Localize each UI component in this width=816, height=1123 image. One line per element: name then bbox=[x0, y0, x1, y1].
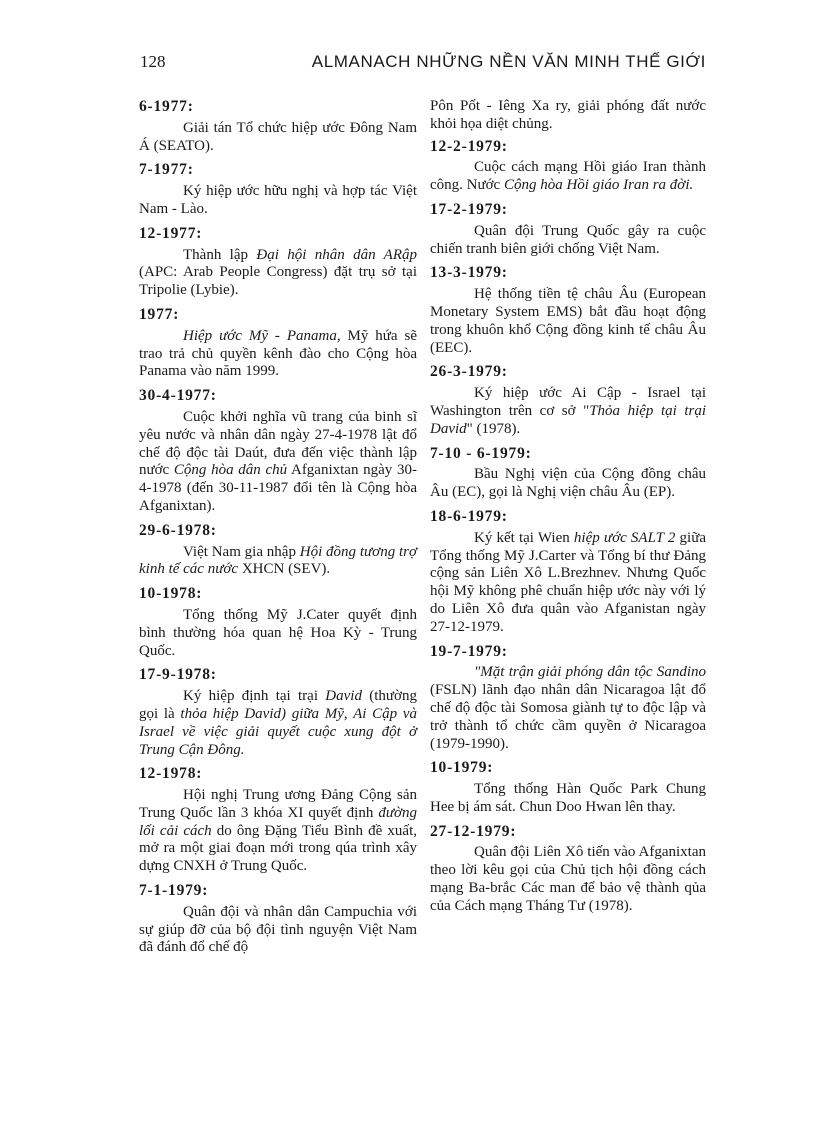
italic-run: đường lối cải cách bbox=[139, 804, 417, 839]
italic-run: Hiệp ước Mỹ - Panama, bbox=[183, 327, 341, 344]
text-run: Cuộc khởi nghĩa vũ trang của binh sĩ yêu nước và nhân dân ngày 27-4-1978 lật đổ chế độ độc tài Daút, đưa đến việc thành lập nước bbox=[139, 408, 417, 479]
timeline-entry bbox=[139, 585, 417, 660]
italic-run: Cộng hòa Hồi giáo Iran ra đời. bbox=[503, 177, 694, 194]
text-run: Ký hiệp định tại trại bbox=[183, 688, 326, 705]
entry-text bbox=[139, 688, 417, 759]
entry-text: Quân đội Liên Xô tiến vào Afganixtan theo lời kêu gọi của Chủ tịch hội đồng cách mạng Ba-brắc Các man để bảo vệ thành qủa của Cách mạng Tháng Tư (1978). bbox=[430, 844, 706, 914]
entry-text bbox=[139, 247, 417, 300]
entry-date: 13-3-1979: bbox=[430, 264, 508, 282]
timeline-entry bbox=[139, 161, 417, 218]
timeline-entry bbox=[139, 522, 417, 579]
timeline-entry bbox=[430, 138, 706, 195]
entry-text bbox=[430, 385, 706, 438]
entry-date: 10-1979: bbox=[430, 759, 494, 777]
text-run: Mỹ hứa sẽ trao trả chủ quyền kênh đào cho Cộng hòa Panama vào năm 1999. bbox=[139, 327, 417, 380]
right-column bbox=[430, 98, 706, 922]
entry-date: 12-1978: bbox=[139, 765, 203, 783]
entry-date: 26-3-1979: bbox=[430, 363, 508, 381]
text-run: (thường gọi là bbox=[139, 688, 417, 722]
entry-date: 1977: bbox=[139, 305, 180, 323]
entry-date: 17-9-1978: bbox=[139, 666, 217, 684]
entry-date: 27-12-1979: bbox=[430, 822, 517, 840]
timeline-entry bbox=[139, 387, 417, 516]
timeline-entry bbox=[139, 666, 417, 759]
entry-text bbox=[430, 159, 706, 195]
entry-date: 6-1977: bbox=[139, 98, 194, 115]
timeline-entry bbox=[430, 201, 706, 258]
entry-date: 7-1977: bbox=[139, 161, 194, 179]
entry-date: 18-6-1979: bbox=[430, 507, 508, 525]
timeline-entry bbox=[139, 306, 417, 381]
entry-text: Giải tán Tổ chức hiệp ước Đông Nam Á (SEATO). bbox=[139, 119, 417, 154]
entry-date: 7-1-1979: bbox=[139, 882, 209, 900]
entry-date: 7-10 - 6-1979: bbox=[430, 444, 532, 462]
entry-text: Quân đội Trung Quốc gây ra cuộc chiến tranh biên giới chống Việt Nam. bbox=[430, 222, 706, 257]
timeline-entry bbox=[430, 445, 706, 502]
page-header bbox=[140, 52, 706, 86]
text-run: giữa Tổng thống Mỹ J.Carter và Tổng bí thư Đảng cộng sản Liên Xô L.Brezhnev. Nhưng Quốc hội Mỹ không phê chuẩn hiệp ước này với lý do Liên Xô đưa quân vào Afganistan ngày 27-12-1979. bbox=[430, 529, 706, 635]
entry-text: Ký hiệp ước hữu nghị và hợp tác Việt Nam - Lào. bbox=[139, 183, 417, 217]
text-run: Hội nghị Trung ương Đảng Cộng sản Trung Quốc lần 3 khóa XI quyết định bbox=[139, 787, 417, 821]
entry-date: 30-4-1977: bbox=[139, 387, 217, 405]
entry-text: Quân đội và nhân dân Campuchia với sự giúp đỡ của bộ đội tình nguyện Việt Nam đã đánh đổ chế độ bbox=[139, 903, 417, 956]
left-column bbox=[139, 98, 417, 963]
entry-text bbox=[139, 544, 417, 580]
timeline-entry bbox=[430, 264, 706, 357]
timeline-entry bbox=[430, 643, 706, 754]
italic-run: Đại hội nhân dân ARập bbox=[256, 246, 417, 263]
text-run: Ký hiệp ước Ai Cập - Israel tại Washington trên cơ sở " bbox=[430, 385, 706, 419]
italic-run: thỏa hiệp David) giữa Mỹ, Ai Cập và Israel về việc giải quyết cuộc xung đột ở Trung Cận Đông. bbox=[139, 705, 417, 758]
text-run: do ông Đặng Tiểu Bình đề xuất, mở ra một giai đoạn mới trong qúa trình xây dựng CNXH ở Trung Quốc. bbox=[139, 822, 417, 875]
timeline-entry bbox=[430, 508, 706, 637]
entry-text bbox=[139, 328, 417, 381]
entry-date: 17-2-1979: bbox=[430, 200, 508, 218]
timeline-entry bbox=[139, 882, 417, 957]
italic-run: Cộng hòa dân chủ bbox=[173, 462, 288, 479]
text-run: XHCN (SEV). bbox=[238, 561, 331, 578]
italic-run: hiệp ước SALT 2 bbox=[573, 529, 676, 546]
text-run: Afganixtan ngày 30-4-1978 (đến 30-11-1987 đổi tên là Cộng hòa Afganixtan). bbox=[139, 462, 417, 514]
text-run: Việt Nam gia nhập bbox=[183, 543, 300, 560]
continued-text: Pôn Pốt - Iêng Xa ry, giải phóng đất nước khỏi họa diệt chủng. bbox=[430, 98, 706, 132]
page-number: 128 bbox=[140, 52, 166, 71]
italic-run: David bbox=[325, 688, 362, 705]
entry-date: 12-1977: bbox=[139, 224, 203, 242]
entry-date: 10-1978: bbox=[139, 585, 203, 603]
running-title: ALMANACH NHỮNG NỀN VĂN MINH THẾ GIỚI bbox=[311, 52, 706, 71]
entry-text: Tổng thống Mỹ J.Cater quyết định bình thường hóa quan hệ Hoa Kỳ - Trung Quốc. bbox=[139, 606, 417, 659]
entry-text bbox=[139, 409, 417, 516]
entry-text bbox=[430, 664, 706, 753]
entry-date: 29-6-1978: bbox=[139, 521, 217, 539]
text-run: (FSLN) lãnh đạo nhân dân Nicaragoa lật đổ chế độ độc tài Somosa giành tự to độc lập và trở thành tổ chức cầm quyền ở Nicaragoa (1979-1990). bbox=[430, 682, 706, 752]
text-run: (APC: Arab People Congress) đặt trụ sở tại Tripolie (Lybie). bbox=[139, 264, 417, 299]
entry-date: 12-2-1979: bbox=[430, 137, 508, 155]
timeline-entry bbox=[139, 225, 417, 300]
text-run: " (1978). bbox=[466, 420, 521, 437]
entry-text bbox=[430, 530, 706, 637]
italic-run: "Mặt trận giải phóng dân tộc Sandino bbox=[474, 664, 706, 681]
timeline-entry bbox=[139, 765, 417, 876]
italic-run: Thỏa hiệp tại trại David bbox=[430, 402, 706, 437]
timeline-entry bbox=[430, 823, 706, 916]
entry-text: Hệ thống tiền tệ châu Âu (European Monetary System EMS) bắt đầu hoạt động trong khuôn khổ Cộng đồng kinh tế châu Âu (EEC). bbox=[430, 286, 706, 356]
timeline-entry bbox=[430, 759, 706, 816]
text-run: Thành lập bbox=[183, 246, 257, 263]
timeline-entry bbox=[430, 363, 706, 438]
entry-text: Tổng thống Hàn Quốc Park Chung Hee bị ám sát. Chun Doo Hwan lên thay. bbox=[430, 781, 706, 815]
italic-run: Hội đồng tương trợ kinh tế các nước bbox=[139, 543, 417, 578]
entry-text bbox=[139, 787, 417, 876]
entry-text: Bầu Nghị viện của Cộng đồng châu Âu (EC), gọi là Nghị viện châu Âu (EP). bbox=[430, 466, 706, 501]
text-run: Ký kết tại Wien bbox=[474, 529, 574, 546]
entry-date: 19-7-1979: bbox=[430, 642, 508, 660]
timeline-entry bbox=[139, 98, 417, 155]
text-run: Cuộc cách mạng Hồi giáo Iran thành công. Nước bbox=[430, 159, 706, 194]
